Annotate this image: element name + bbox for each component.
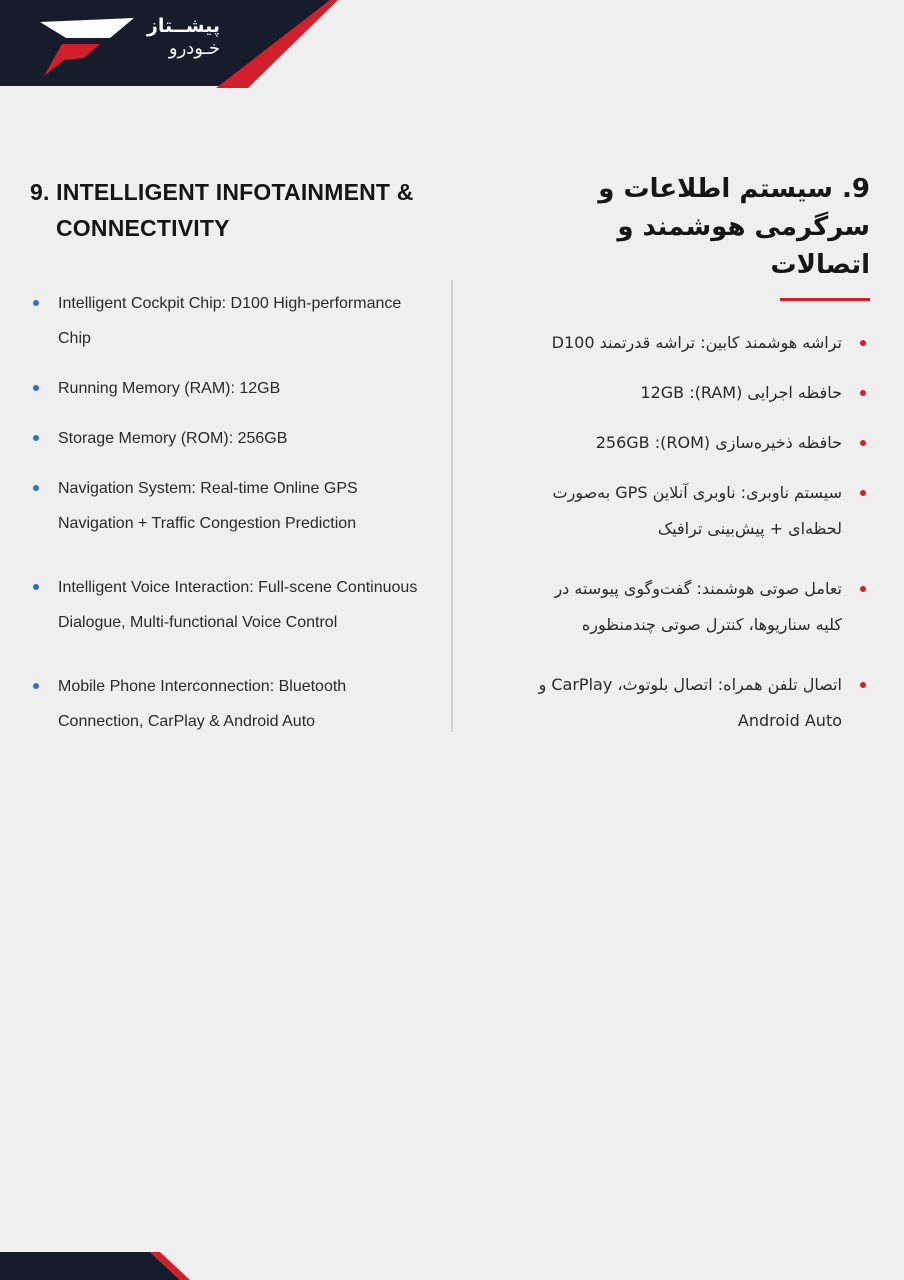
brand-name-line1: پیشــتاز xyxy=(146,15,220,37)
english-spec-text: Navigation System: Real-time Online GPS Navigation + Traffic Congestion Prediction xyxy=(58,480,358,532)
bullet-icon xyxy=(860,490,866,496)
english-column xyxy=(30,174,430,768)
english-spec-item xyxy=(30,471,430,541)
persian-spec-text: تعامل صوتی هوشمند: گفت‌وگوی پیوسته در کلیه سناریوها، کنترل صوتی چندمنظوره xyxy=(554,579,842,634)
english-spec-text: Intelligent Cockpit Chip: D100 High-performance Chip xyxy=(58,295,402,347)
persian-spec-item xyxy=(530,475,870,547)
persian-spec-text: حافظه اجرایی (RAM): 12GB xyxy=(640,383,842,402)
persian-column xyxy=(530,170,870,753)
bullet-icon xyxy=(860,586,866,592)
bullet-icon xyxy=(33,385,39,391)
persian-spec-text: اتصال تلفن همراه: اتصال بلوتوث، CarPlay و Android Auto xyxy=(538,675,842,730)
column-divider xyxy=(451,280,453,732)
english-spec-text: Mobile Phone Interconnection: Bluetooth Connection, CarPlay & Android Auto xyxy=(58,678,347,730)
english-spec-text: Storage Memory (ROM): 256GB xyxy=(58,430,288,447)
english-spec-item xyxy=(30,371,430,406)
persian-section-title: 9. سیستم اطلاعات و سرگرمی هوشمند و اتصالات xyxy=(598,174,870,280)
persian-spec-item xyxy=(530,667,870,739)
english-section-title: 9. INTELLIGENT INFOTAINMENT & CONNECTIVITY xyxy=(30,179,414,241)
persian-spec-text: سیستم ناوبری: ناوبری آنلاین GPS به‌صورت لحظه‌ای + پیش‌بینی ترافیک xyxy=(552,483,842,538)
persian-spec-item xyxy=(530,325,870,361)
english-spec-text: Intelligent Voice Interaction: Full-scene Continuous Dialogue, Multi-functional Voice Control xyxy=(58,579,418,631)
persian-spec-list xyxy=(530,325,870,739)
english-spec-item xyxy=(30,570,430,640)
bullet-icon xyxy=(33,435,39,441)
persian-spec-item xyxy=(530,571,870,643)
brand-name-line2: خـودرو xyxy=(168,38,220,59)
title-accent-line xyxy=(780,298,870,301)
bullet-icon xyxy=(33,683,39,689)
english-spec-item xyxy=(30,286,430,356)
english-spec-item xyxy=(30,669,430,739)
persian-spec-text: حافظه ذخیره‌سازی (ROM): 256GB xyxy=(595,433,842,452)
footer-band xyxy=(0,1250,904,1280)
header-band xyxy=(0,0,904,92)
bullet-icon xyxy=(860,440,866,446)
english-spec-text: Running Memory (RAM): 12GB xyxy=(58,380,281,397)
bullet-icon xyxy=(33,300,39,306)
brand-logo-icon xyxy=(40,16,134,76)
brand-name xyxy=(140,14,220,60)
english-spec-item xyxy=(30,421,430,456)
bullet-icon xyxy=(33,485,39,491)
persian-spec-item xyxy=(530,425,870,461)
persian-spec-text: تراشه هوشمند کابین: تراشه قدرتمند D100 xyxy=(551,333,842,352)
english-spec-list xyxy=(30,286,430,739)
bullet-icon xyxy=(860,340,866,346)
bullet-icon xyxy=(860,682,866,688)
persian-spec-item xyxy=(530,375,870,411)
bullet-icon xyxy=(860,390,866,396)
bullet-icon xyxy=(33,584,39,590)
